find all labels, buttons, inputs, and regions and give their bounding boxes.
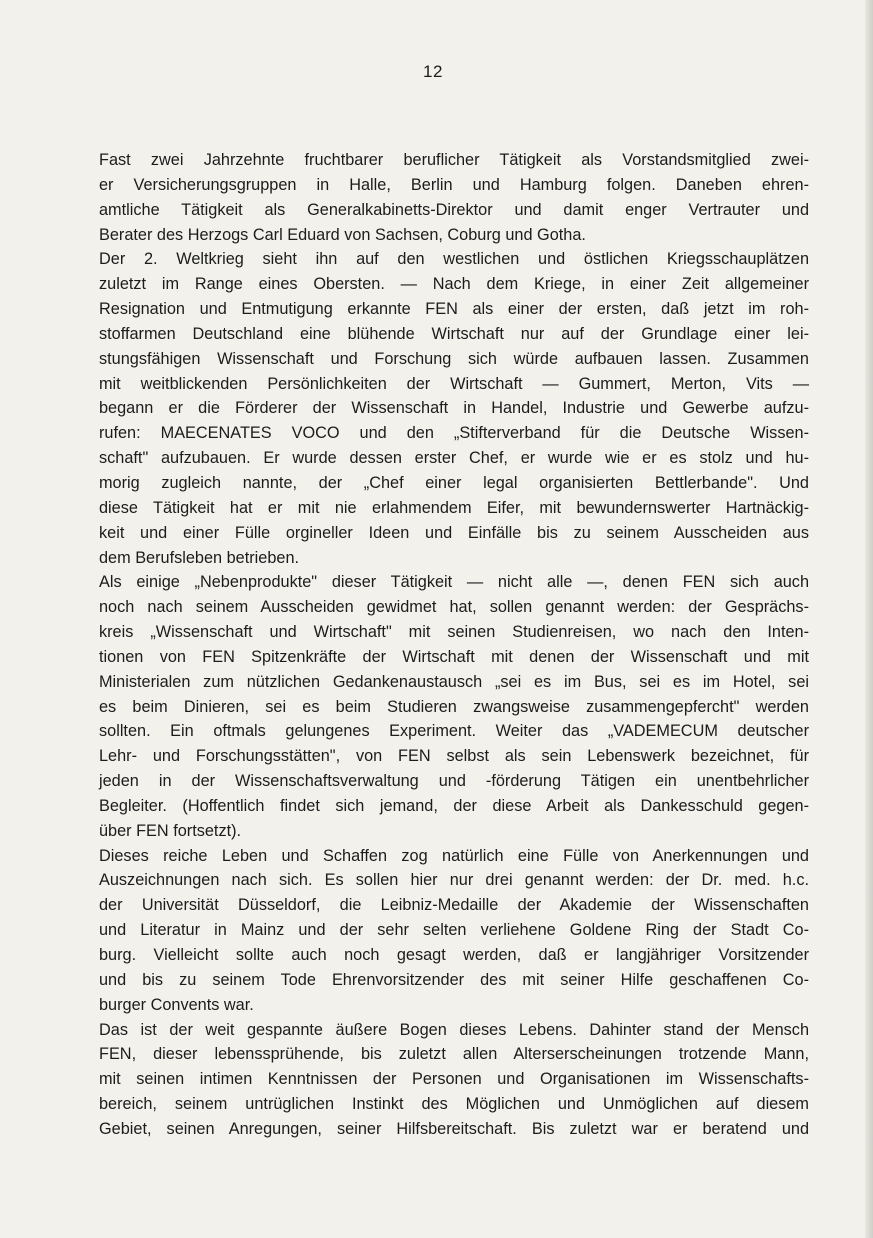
text-line: mit seinen intimen Kenntnissen der Personen und Organisationen im Wissenschafts- (99, 1070, 809, 1089)
page-edge-shadow (865, 0, 873, 1238)
text-line: Berater des Herzogs Carl Eduard von Sachsen, Coburg und Gotha. (99, 225, 586, 244)
text-line: stoffarmen Deutschland eine blühende Wirtschaft nur auf der Grundlage einer lei- (99, 324, 809, 343)
text-line: burger Convents war. (99, 995, 254, 1014)
text-line: Ministerialen zum nützlichen Gedankenaustausch „sei es im Bus, sei es im Hotel, sei (99, 672, 809, 691)
text-line: tionen von FEN Spitzenkräfte der Wirtschaft mit denen der Wissenschaft und mit (99, 647, 809, 666)
text-line: begann er die Förderer der Wissenschaft in Handel, Industrie und Gewerbe aufzu- (99, 399, 809, 418)
text-line: morig zugleich nannte, der „Chef einer legal organisierten Bettlerbande". Und (99, 473, 809, 492)
text-line: Gebiet, seinen Anregungen, seiner Hilfsbereitschaft. Bis zuletzt war er beratend und (99, 1119, 809, 1138)
text-line: Auszeichnungen nach sich. Es sollen hier nur drei genannt werden: der Dr. med. h.c. (99, 871, 809, 890)
text-line: noch nach seinem Ausscheiden gewidmet hat, sollen genannt werden: der Gesprächs- (99, 598, 809, 617)
text-line: über FEN fortsetzt). (99, 821, 242, 840)
text-line: burg. Vielleicht sollte auch noch gesagt werden, daß er langjähriger Vorsitzender (99, 946, 809, 964)
text-line: Resignation und Entmutigung erkannte FEN als einer der ersten, daß jetzt im roh- (99, 300, 809, 319)
text-line: kreis „Wissenschaft und Wirtschaft" mit seinen Studienreisen, wo nach den Inten- (99, 623, 809, 642)
text-line: und bis zu seinem Tode Ehrenvorsitzender des mit seiner Hilfe geschaffenen Co- (99, 970, 809, 989)
page-number: 12 (423, 62, 443, 81)
text-line: FEN, dieser lebenssprühende, bis zuletzt allen Alterserscheinungen trotzende Mann, (99, 1045, 809, 1064)
text-line: sollten. Ein oftmals gelungenes Experiment. Weiter das „VADEMECUM deutscher (99, 722, 809, 741)
text-line: zuletzt im Range eines Obersten. — Nach dem Kriege, in einer Zeit allgemeiner (99, 275, 809, 294)
text-line: mit weitblickenden Persönlichkeiten der Wirtschaft — Gummert, Merton, Vits — (99, 374, 809, 393)
text-line: und Literatur in Mainz und der sehr selten verliehene Goldene Ring der Stadt Co- (99, 921, 809, 940)
text-line: keit und einer Fülle orgineller Ideen und Einfälle bis zu seinem Ausscheiden aus (99, 523, 809, 542)
text-line: Dieses reiche Leben und Schaffen zog natürlich eine Fülle von Anerkennungen und (99, 846, 809, 865)
text-line: Als einige „Nebenprodukte" dieser Tätigkeit — nicht alle —, denen FEN sich auch (99, 573, 809, 592)
text-line: jeden in der Wissenschaftsverwaltung und -förderung Tätigen ein unentbehrlicher (99, 772, 809, 791)
text-line: es beim Dinieren, sei es beim Studieren zwangsweise zusammengepfercht" werden (99, 697, 809, 716)
text-line: der Universität Düsseldorf, die Leibniz-Medaille der Akademie der Wissenschaften (99, 896, 809, 915)
text-line: schaft" aufzubauen. Er wurde dessen erster Chef, er wurde wie er es stolz und hu- (99, 449, 809, 468)
body-text (99, 148, 809, 1142)
text-line: bereich, seinem untrüglichen Instinkt des Möglichen und Unmöglichen auf diesem (99, 1095, 809, 1114)
text-line: Fast zwei Jahrzehnte fruchtbarer beruflicher Tätigkeit als Vorstandsmitglied zwei- (99, 151, 809, 169)
text-line: dem Berufsleben betrieben. (99, 548, 300, 567)
text-line: Der 2. Weltkrieg sieht ihn auf den westlichen und östlichen Kriegsschauplätzen (99, 250, 809, 269)
text-line: Lehr- und Forschungsstätten", von FEN selbst als sein Lebenswerk bezeichnet, für (99, 747, 809, 766)
text-line: diese Tätigkeit hat er mit nie erlahmendem Eifer, mit bewundernswerter Hartnäckig- (99, 498, 809, 517)
text-line: Das ist der weit gespannte äußere Bogen dieses Lebens. Dahinter stand der Mensch (99, 1020, 809, 1039)
text-line: er Versicherungsgruppen in Halle, Berlin und Hamburg folgen. Daneben ehren- (99, 175, 809, 194)
text-line: Begleiter. (Hoffentlich findet sich jemand, der diese Arbeit als Dankesschuld gegen- (99, 796, 809, 815)
text-line: amtliche Tätigkeit als Generalkabinetts-Direktor und damit enger Vertrauter und (99, 200, 809, 219)
text-line: stungsfähigen Wissenschaft und Forschung sich würde aufbauen lassen. Zusammen (99, 349, 809, 368)
text-line: rufen: MAECENATES VOCO und den „Stifterverband für die Deutsche Wissen- (99, 424, 809, 443)
